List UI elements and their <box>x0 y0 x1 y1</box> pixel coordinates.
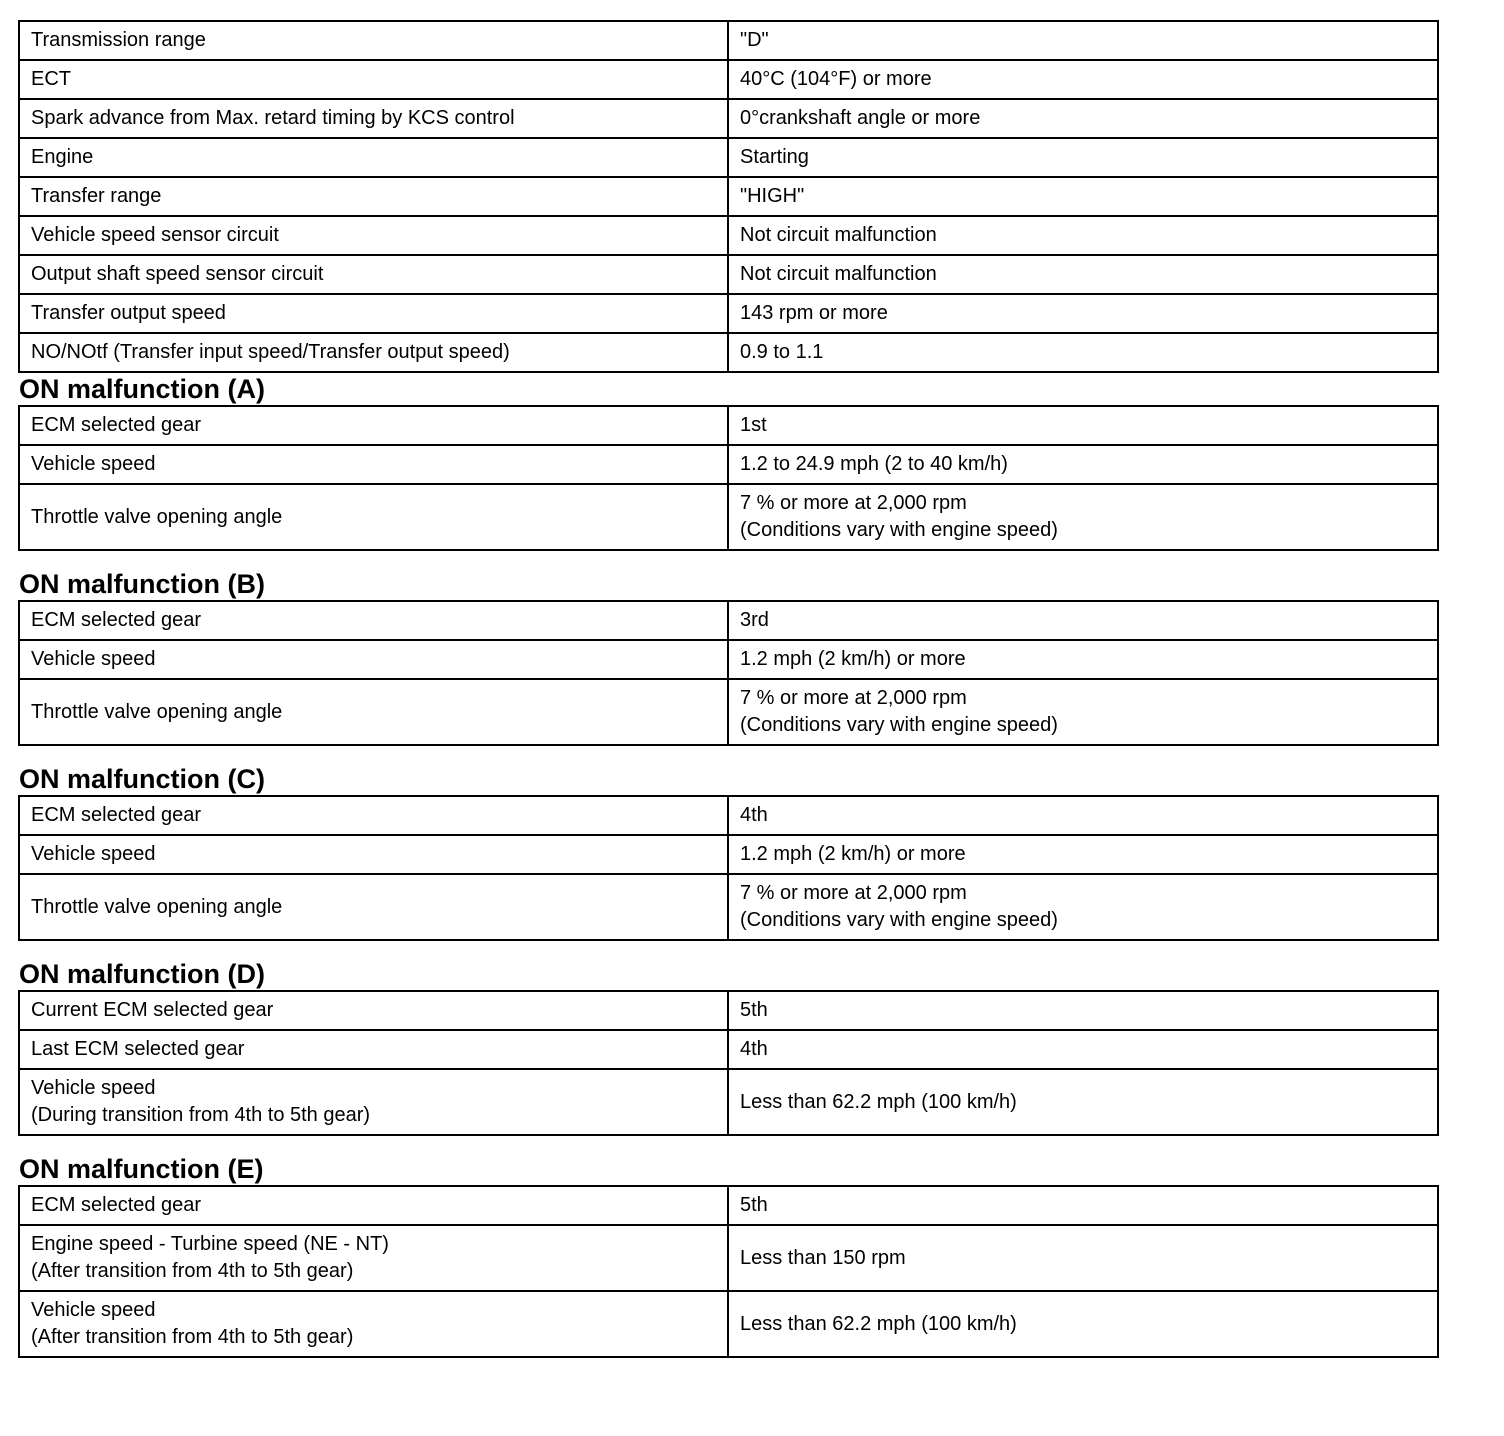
condition-label: Vehicle speed <box>19 835 728 874</box>
condition-label: Vehicle speed (During transition from 4th to 5th gear) <box>19 1069 728 1135</box>
malfunction-a-table <box>18 405 1439 551</box>
table-row <box>19 333 1438 372</box>
table-row <box>19 835 1438 874</box>
table-row <box>19 406 1438 445</box>
condition-label: ECM selected gear <box>19 601 728 640</box>
condition-value: 7 % or more at 2,000 rpm (Conditions vary with engine speed) <box>728 679 1438 745</box>
table-row <box>19 177 1438 216</box>
condition-value: Not circuit malfunction <box>728 255 1438 294</box>
condition-label: Throttle valve opening angle <box>19 874 728 940</box>
condition-label: Throttle valve opening angle <box>19 484 728 550</box>
condition-label: NO/NOtf (Transfer input speed/Transfer output speed) <box>19 333 728 372</box>
condition-label: Last ECM selected gear <box>19 1030 728 1069</box>
condition-label: Spark advance from Max. retard timing by KCS control <box>19 99 728 138</box>
condition-value: Less than 62.2 mph (100 km/h) <box>728 1069 1438 1135</box>
condition-value: 5th <box>728 991 1438 1030</box>
document <box>18 20 1437 1358</box>
table-row <box>19 991 1438 1030</box>
table-row <box>19 294 1438 333</box>
condition-label: Transfer output speed <box>19 294 728 333</box>
section-title-malfunction-e: ON malfunction (E) <box>19 1154 264 1184</box>
condition-value: 4th <box>728 1030 1438 1069</box>
condition-label: Output shaft speed sensor circuit <box>19 255 728 294</box>
table-row <box>19 874 1438 940</box>
table-row <box>19 445 1438 484</box>
condition-label: Transfer range <box>19 177 728 216</box>
condition-label: Transmission range <box>19 21 728 60</box>
condition-label: ECM selected gear <box>19 406 728 445</box>
condition-label: Engine <box>19 138 728 177</box>
table-row <box>19 640 1438 679</box>
section-title-malfunction-d: ON malfunction (D) <box>19 959 265 989</box>
malfunction-c-table <box>18 795 1439 941</box>
condition-value: "D" <box>728 21 1438 60</box>
table-row <box>19 679 1438 745</box>
condition-label: ECM selected gear <box>19 796 728 835</box>
table-row <box>19 21 1438 60</box>
section-title-malfunction-b: ON malfunction (B) <box>19 569 265 599</box>
condition-label: Current ECM selected gear <box>19 991 728 1030</box>
condition-value: 40°C (104°F) or more <box>728 60 1438 99</box>
condition-value: Starting <box>728 138 1438 177</box>
malfunction-d-table <box>18 990 1439 1136</box>
condition-value: 0°crankshaft angle or more <box>728 99 1438 138</box>
condition-label: ECM selected gear <box>19 1186 728 1225</box>
condition-label: Vehicle speed (After transition from 4th to 5th gear) <box>19 1291 728 1357</box>
condition-label: Vehicle speed <box>19 640 728 679</box>
table-row <box>19 1225 1438 1291</box>
condition-value: 1.2 to 24.9 mph (2 to 40 km/h) <box>728 445 1438 484</box>
condition-value: 4th <box>728 796 1438 835</box>
section-title-malfunction-c: ON malfunction (C) <box>19 764 265 794</box>
section-title-malfunction-a: ON malfunction (A) <box>19 374 265 404</box>
table-row <box>19 99 1438 138</box>
condition-value: 3rd <box>728 601 1438 640</box>
table-row <box>19 60 1438 99</box>
condition-value: 5th <box>728 1186 1438 1225</box>
table-row <box>19 484 1438 550</box>
table-row <box>19 138 1438 177</box>
table-row <box>19 601 1438 640</box>
condition-value: 1.2 mph (2 km/h) or more <box>728 640 1438 679</box>
condition-label: Vehicle speed <box>19 445 728 484</box>
condition-label: Throttle valve opening angle <box>19 679 728 745</box>
malfunction-e-table <box>18 1185 1439 1358</box>
table-row <box>19 796 1438 835</box>
condition-value: Less than 62.2 mph (100 km/h) <box>728 1291 1438 1357</box>
condition-value: 143 rpm or more <box>728 294 1438 333</box>
table-row <box>19 1030 1438 1069</box>
condition-value: Less than 150 rpm <box>728 1225 1438 1291</box>
table-row <box>19 255 1438 294</box>
condition-label: ECT <box>19 60 728 99</box>
malfunction-b-table <box>18 600 1439 746</box>
condition-label: Engine speed - Turbine speed (NE - NT) (After transition from 4th to 5th gear) <box>19 1225 728 1291</box>
conditions-table <box>18 20 1439 373</box>
condition-value: 7 % or more at 2,000 rpm (Conditions vary with engine speed) <box>728 484 1438 550</box>
condition-value: 1st <box>728 406 1438 445</box>
condition-value: 7 % or more at 2,000 rpm (Conditions vary with engine speed) <box>728 874 1438 940</box>
table-row <box>19 216 1438 255</box>
table-row <box>19 1186 1438 1225</box>
table-row <box>19 1069 1438 1135</box>
condition-value: "HIGH" <box>728 177 1438 216</box>
table-row <box>19 1291 1438 1357</box>
condition-label: Vehicle speed sensor circuit <box>19 216 728 255</box>
condition-value: 0.9 to 1.1 <box>728 333 1438 372</box>
condition-value: Not circuit malfunction <box>728 216 1438 255</box>
condition-value: 1.2 mph (2 km/h) or more <box>728 835 1438 874</box>
